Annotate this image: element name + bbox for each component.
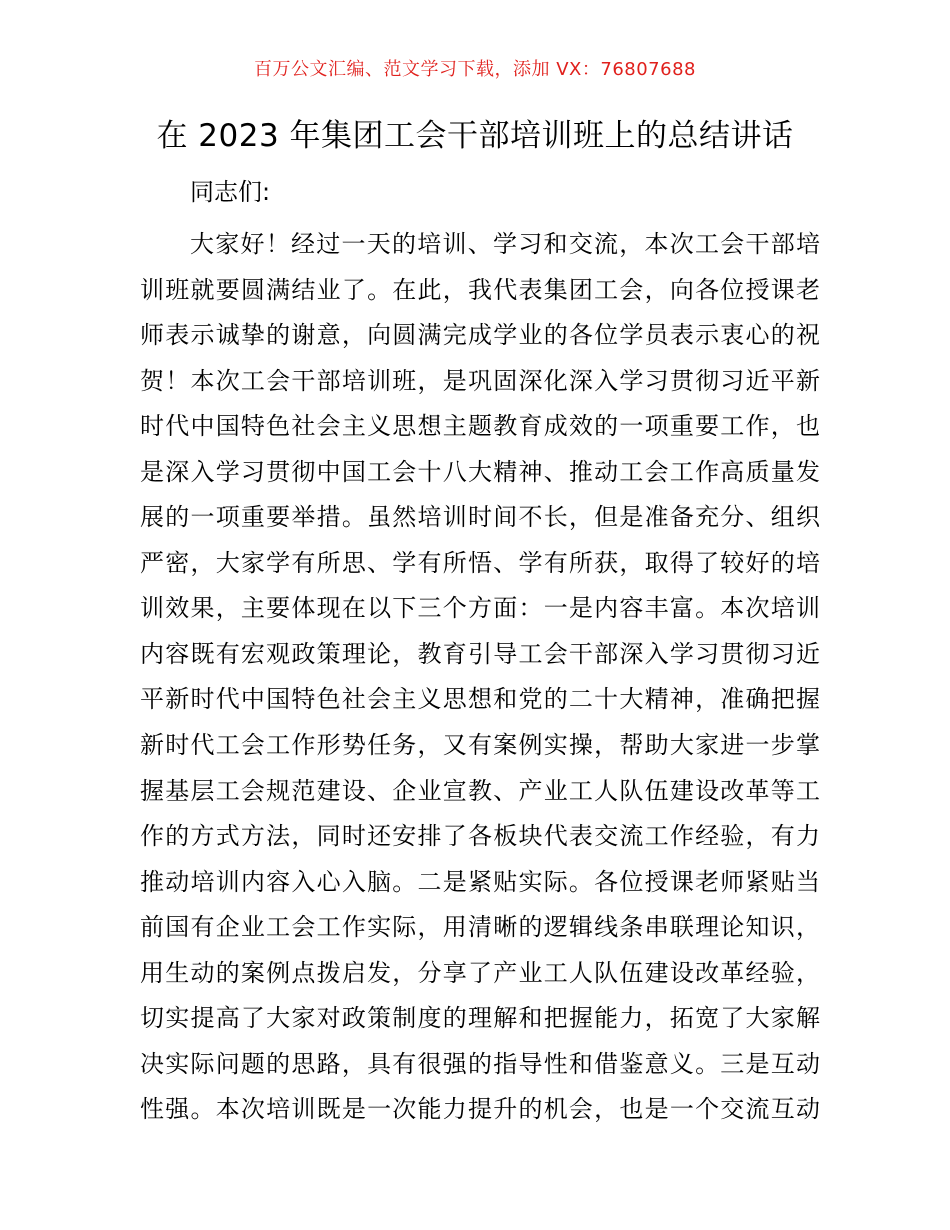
salutation: 同志们: — [190, 178, 271, 206]
body-line: 大家好！经过一天的培训、学习和交流，本次工会干部培 — [190, 230, 820, 258]
body-line: 时代中国特色社会主义思想主题教育成效的一项重要工作，也 — [140, 412, 820, 441]
body-line: 内容既有宏观政策理论，教育引导工会干部深入学习贯彻习近 — [140, 639, 820, 668]
body-line: 严密，大家学有所思、学有所悟、学有所获，取得了较好的培 — [140, 548, 820, 577]
body-line: 训班就要圆满结业了。在此，我代表集团工会，向各位授课老 — [140, 275, 820, 304]
body-line: 推动培训内容入心入脑。二是紧贴实际。各位授课老师紧贴当 — [140, 867, 820, 896]
body-line: 展的一项重要举措。虽然培训时间不长，但是准备充分、组织 — [140, 503, 820, 532]
body-line: 切实提高了大家对政策制度的理解和把握能力，拓宽了大家解 — [140, 1004, 820, 1033]
body-line: 前国有企业工会工作实际，用清晰的逻辑线条串联理论知识， — [140, 913, 820, 942]
body-line: 师表示诚挚的谢意，向圆满完成学业的各位学员表示衷心的祝 — [140, 321, 820, 350]
body-line: 决实际问题的思路，具有很强的指导性和借鉴意义。三是互动 — [140, 1049, 820, 1078]
body-line: 用生动的案例点拨启发，分享了产业工人队伍建设改革经验， — [140, 958, 820, 987]
header-watermark: 百万公文汇编、范文学习下载，添加 VX：76807688 — [254, 59, 696, 80]
body-line: 作的方式方法，同时还安排了各板块代表交流工作经验，有力 — [140, 822, 820, 851]
body-line: 贺！本次工会干部培训班，是巩固深化深入学习贯彻习近平新 — [140, 366, 820, 395]
body-line: 握基层工会规范建设、企业宣教、产业工人队伍建设改革等工 — [140, 776, 820, 805]
body-line: 是深入学习贯彻中国工会十八大精神、推动工会工作高质量发 — [140, 457, 820, 486]
body-line: 训效果，主要体现在以下三个方面：一是内容丰富。本次培训 — [140, 594, 820, 623]
body-line: 性强。本次培训既是一次能力提升的机会，也是一个交流互动 — [140, 1095, 820, 1124]
body-line: 平新时代中国特色社会主义思想和党的二十大精神，准确把握 — [140, 685, 820, 714]
body-paragraph — [140, 222, 820, 1133]
document-title: 在 2023 年集团工会干部培训班上的总结讲话 — [156, 118, 794, 154]
body-line: 新时代工会工作形势任务，又有案例实操，帮助大家进一步掌 — [140, 731, 820, 760]
